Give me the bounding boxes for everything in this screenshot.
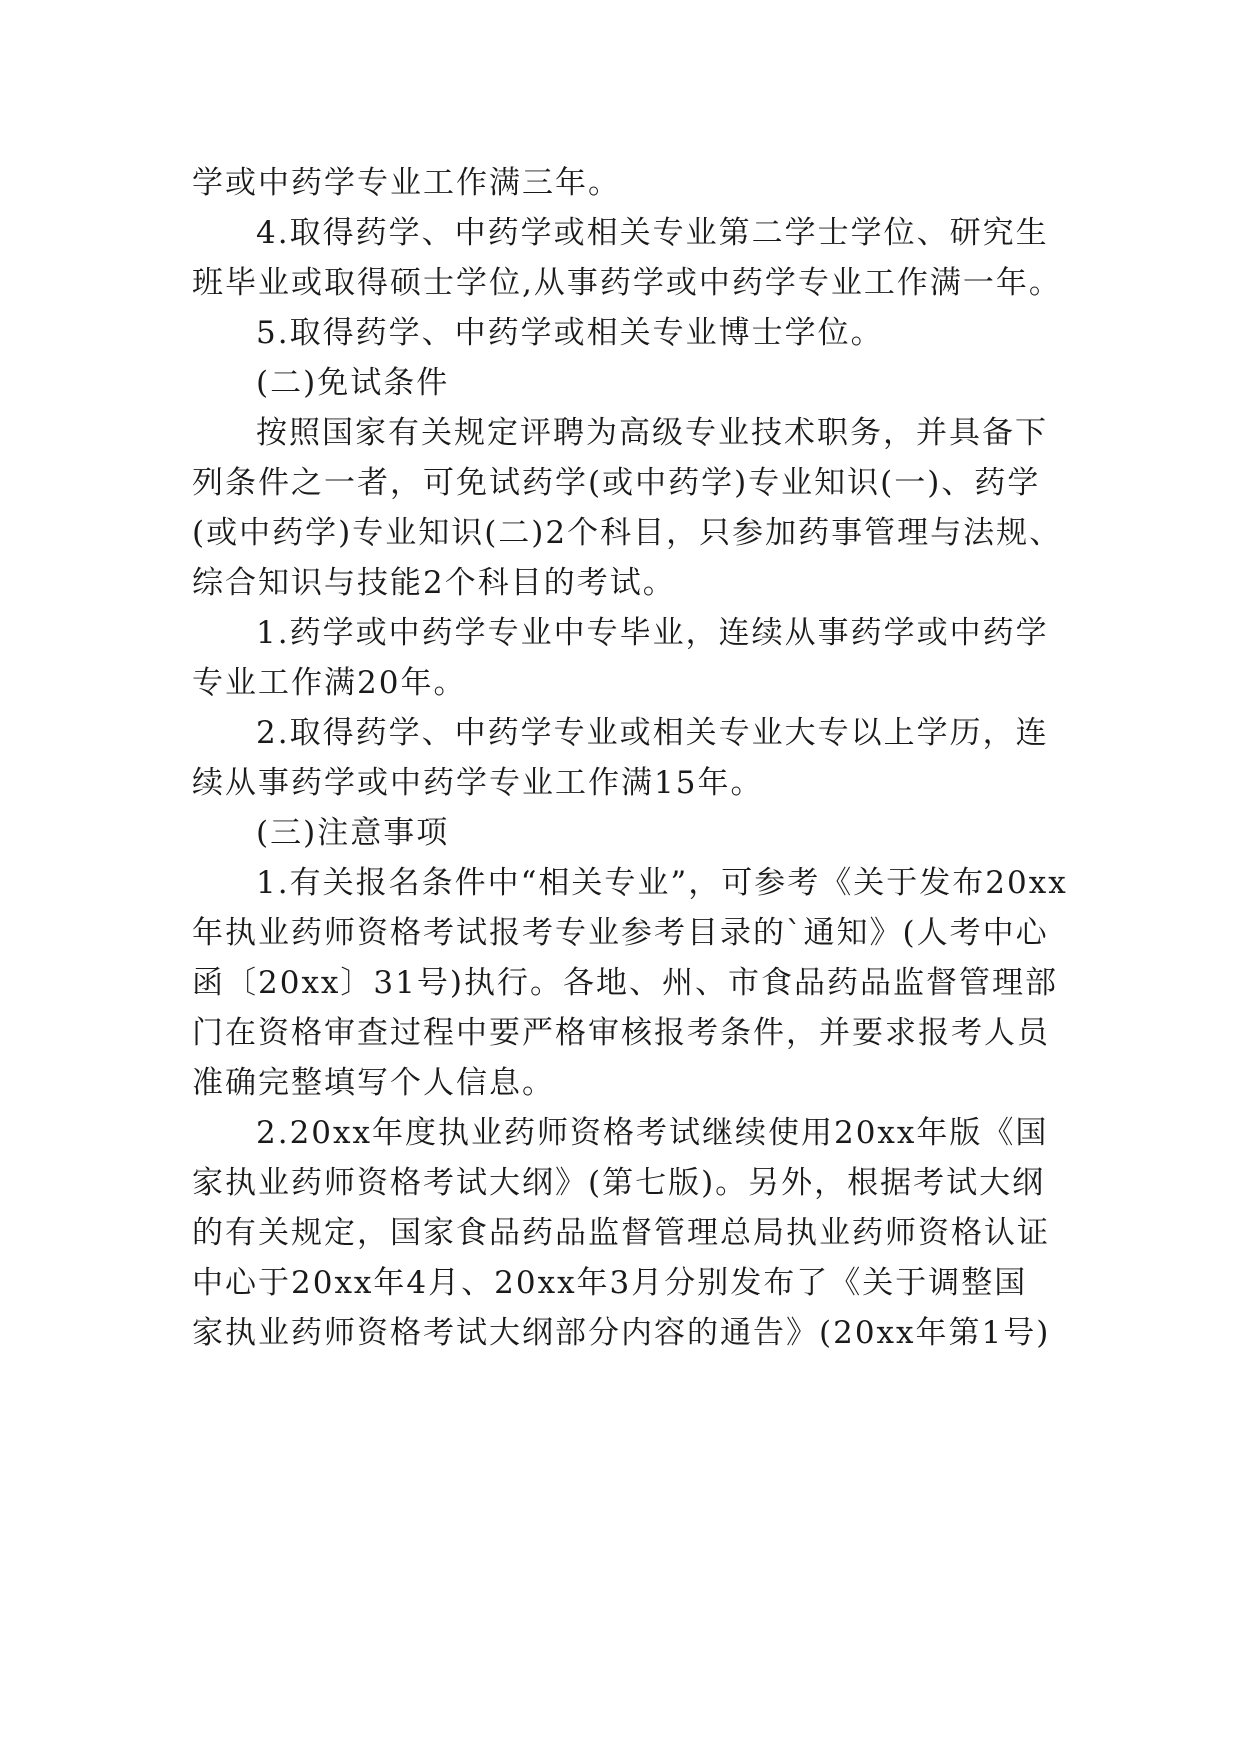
- text-line-20: 2.20xx年度执业药师资格考试继续使用20xx年版《国: [256, 1115, 1049, 1151]
- text-line-21: 家执业药师资格考试大纲》(第七版)。另外，根据考试大纲: [192, 1165, 1046, 1201]
- text-line-2: 4.取得药学、中药学或相关专业第二学士学位、研究生: [256, 215, 1049, 251]
- text-line-7: 列条件之一者，可免试药学(或中药学)专业知识(一)、药学: [192, 465, 1041, 501]
- section-heading-notes: (三)注意事项: [256, 815, 450, 851]
- text-line-11: 专业工作满20年。: [192, 665, 467, 701]
- section-heading-exemption: (二)免试条件: [256, 365, 450, 401]
- text-line-3: 班毕业或取得硕士学位,从事药学或中药学专业工作满一年。: [192, 265, 1062, 301]
- text-line-18: 门在资格审查过程中要严格审核报考条件，并要求报考人员: [192, 1015, 1050, 1051]
- text-line-23: 中心于20xx年4月、20xx年3月分别发布了《关于调整国: [192, 1265, 1028, 1301]
- text-line-16: 年执业药师资格考试报考专业参考目录的`通知》(人考中心: [192, 915, 1049, 951]
- text-line-4: 5.取得药学、中药学或相关专业博士学位。: [256, 315, 884, 351]
- text-line-17: 函〔20xx〕31号)执行。各地、州、市食品药品监督管理部: [192, 965, 1058, 1001]
- text-line-19: 准确完整填写个人信息。: [192, 1065, 555, 1101]
- text-line-10: 1.药学或中药学专业中专毕业，连续从事药学或中药学: [256, 615, 1049, 651]
- text-line-12: 2.取得药学、中药学专业或相关专业大专以上学历，连: [256, 715, 1049, 751]
- text-line-24: 家执业药师资格考试大纲部分内容的通告》(20xx年第1号): [192, 1315, 1051, 1351]
- text-line-1: 学或中药学专业工作满三年。: [192, 165, 621, 201]
- text-line-13: 续从事药学或中药学专业工作满15年。: [192, 765, 764, 801]
- text-line-6: 按照国家有关规定评聘为高级专业技术职务，并具备下: [256, 415, 1048, 451]
- text-line-8: (或中药学)专业知识(二)2个科目，只参加药事管理与法规、: [192, 515, 1063, 551]
- text-line-15: 1.有关报名条件中“相关专业”，可参考《关于发布20xx: [256, 865, 1068, 901]
- text-line-9: 综合知识与技能2个科目的考试。: [192, 565, 676, 601]
- text-line-22: 的有关规定，国家食品药品监督管理总局执业药师资格认证: [192, 1215, 1050, 1251]
